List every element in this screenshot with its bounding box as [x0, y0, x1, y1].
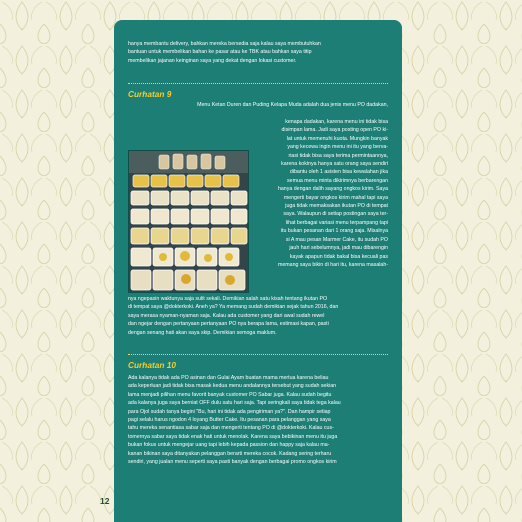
wrap-line: itu bukan pesanan dari 1 orang saja. Misalnya — [280, 228, 388, 235]
wrap-line: kayak apapun tidak bakal bisa kecuali pas — [289, 253, 388, 260]
body-line: tomernya sabar saya tidak enak hati untuk menolak. Karena saya bebikinan menu itu juga — [128, 433, 338, 440]
after-line: nya ngepasin waktunya saja sulit sekali. Demikian salah satu kisah tentang ikutan PO — [128, 296, 328, 302]
heading-curhatan-10: Curhatan 10 — [128, 360, 176, 370]
body-line: kanan bikinan saya ditanyakan pelanggan berarti mereka cocok. Kadang sering terharu — [128, 450, 332, 457]
body-line: lama menjadi pilihan menu favorit banyak customer PO Sabar juga. Kalau sudah begitu — [128, 391, 332, 398]
section-divider — [128, 354, 388, 355]
body-line: bukan fokus untuk mengejar uang tapi lebih kepada passion dan happy saja kalau ma- — [128, 442, 330, 449]
wrap-line: karena kokinya hanya satu orang saya sendiri — [281, 161, 388, 168]
wrap-line: jauh hari sebelumnya, jadi mau dibarengin — [289, 245, 388, 252]
wrap-line: si A mau pesan Marmer Cake, itu sudah PO — [285, 236, 388, 243]
wrap-line: hanya dengan dalih sayang ongkos kirim. Saya — [277, 186, 388, 193]
wrap-line: memang saya bikin di hari itu, karena masalah- — [277, 261, 388, 268]
intro-paragraph — [128, 40, 388, 65]
wrap-line: mengerti bayar ongkos kirim mahal tapi saya — [283, 194, 388, 201]
wrap-line: saya. Walaupun di setiap postingan saya ter- — [283, 211, 388, 218]
body-line: ada keperluan jadi tidak bisa masak kedua menu andalannya tersebut yang sudah sekian — [128, 383, 337, 390]
body-line: ada kalanya juga saya berniat OFF dulu satu hari saja. Tapi seringkali saya tidak tega kalau — [128, 400, 341, 407]
curhatan-9-after-text — [128, 295, 388, 337]
wrap-line: disimpan lama. Jadi saya posting open PO ki- — [281, 127, 388, 134]
heading-curhatan-9: Curhatan 9 — [128, 89, 172, 99]
after-line: di tempat saya @dokterkoki. Aneh ya? Ya memang sudah demikian sejak tahun 2016, dan — [128, 304, 339, 311]
wrap-line: dibantu oleh 1 asisten bisa kewalahan jika — [289, 169, 388, 176]
wrap-line: riasi tidak bisa saya terima permintaannya, — [288, 152, 388, 159]
body-line: pagi selalu harus ngodon 4 loyang Butter Cake. Itu pesanan para pelanggan yang saya — [128, 417, 331, 424]
wrap-line: lat untuk memenuhi kuota. Mungkin banyak — [286, 135, 388, 142]
lead-line: Menu Ketan Duren dan Puding Kelapa Muda adalah dua jenis menu PO dadakan, — [197, 102, 388, 108]
body-line: sendiri, yang jualan menu seperti saya pasti banyak dengan berbagai promo ongkos kirim — [128, 459, 337, 466]
intro-line: bantuan untuk membelikan bahan ke pasar atau ke TBK atau bahkan saya titip — [128, 49, 312, 56]
after-line: saya merasa nyaman-nyaman saja. Kalau ada customer yang dari awal sudah rewel — [128, 312, 325, 319]
wrap-line: kenapa dadakan, karena menu ini tidak bisa — [285, 119, 388, 125]
after-line: dengan senang hati akan saya skip. Demikian semoga maklum. — [128, 329, 277, 336]
page-number: 12 — [100, 496, 110, 506]
wrap-line: lihat berbagai variasi menu terpampang tapi — [285, 219, 388, 226]
after-line: dan ngejar dengan pertanyaan pertanyaan PO nya berapa lama, estimasi kapan, pasti — [128, 321, 329, 328]
wrap-line: semua menu minta dikirimnya berbarengan — [287, 177, 388, 184]
body-line: tahu mereka senantiasa sabar saja dan mengerti tentang PO di @dokterkoki. Kalau cus- — [128, 425, 334, 432]
food-photo — [128, 150, 249, 293]
curhatan-9-wrap-text — [254, 118, 388, 269]
body-line: para Ojol sudah tanya begini "Bu, hari ini tidak ada pengiriman ya?". Dan hampir setiap — [128, 408, 331, 415]
section-divider — [128, 83, 388, 84]
intro-line: membelikan jajanan keinginan saya yang dekat dengan lokasi customer. — [128, 57, 297, 64]
page-panel — [114, 20, 402, 522]
wrap-line: juga tidak memaksakan ikutan PO di tempat — [285, 203, 388, 210]
curhatan-9-lead — [128, 101, 388, 109]
intro-line: hanya membantu delivery, bahkan mereka bersedia saja kalau saya membutuhkan — [128, 41, 321, 47]
wrap-line: yang kecewa ingin menu ini itu yang berva- — [287, 144, 388, 151]
curhatan-10-text — [128, 374, 388, 466]
body-line: Ada kalanya tidak ada PO asinan dan Gulai Ayam buatan mama mertua karena beliau — [128, 375, 329, 381]
